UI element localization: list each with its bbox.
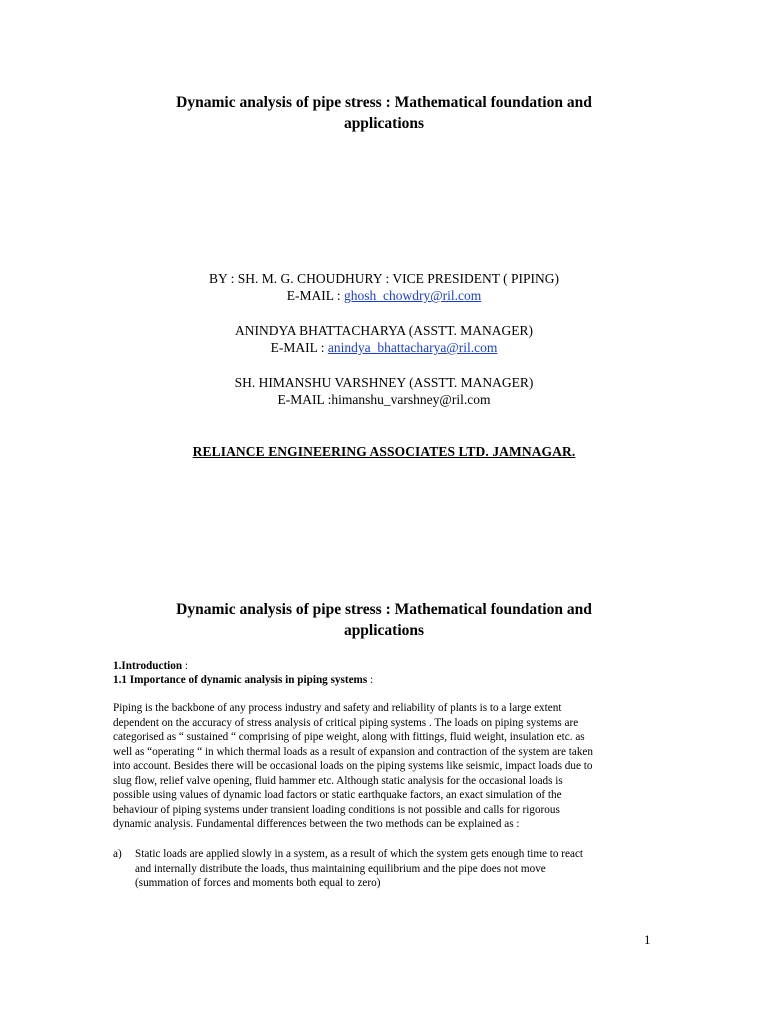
author-email-line	[0, 391, 768, 408]
email-label: E-MAIL :	[270, 340, 328, 355]
list-item-a	[113, 847, 673, 891]
section-heading-text: 1.1 Importance of dynamic analysis in piping systems	[113, 674, 368, 686]
author-block-3	[0, 374, 768, 408]
author-email-text: himanshu_varshney@ril.com	[331, 392, 491, 407]
section-heading-suffix: :	[182, 660, 189, 672]
body-title-line2: applications	[343, 622, 425, 639]
author-email-line	[0, 287, 768, 304]
author-email-line	[0, 339, 768, 356]
paragraph-line: dependent on the accuracy of stress analysis of critical piping systems . The loads on piping systems are	[113, 716, 579, 729]
cover-title-line1: Dynamic analysis of pipe stress : Mathematical foundation and	[176, 94, 592, 111]
paragraph-line: dynamic analysis. Fundamental differences between the two methods can be explained as :	[113, 818, 520, 830]
author-email-link[interactable]: anindya_bhattacharya@ril.com	[327, 340, 498, 355]
list-item-line: and internally distribute the loads, thus maintaining equilibrium and the pipe does not move	[135, 862, 546, 875]
intro-paragraph	[113, 701, 658, 832]
paragraph-line: Piping is the backbone of any process industry and safety and reliability of plants is to a large extent	[113, 702, 562, 714]
author-email-link[interactable]: ghosh_chowdry@ril.com	[343, 288, 482, 303]
body-title-line1: Dynamic analysis of pipe stress : Mathematical foundation and	[176, 601, 592, 618]
section-heading-1	[113, 659, 188, 673]
email-label: E-MAIL :	[286, 288, 344, 303]
author-block-1	[0, 270, 768, 304]
section-heading-1-1	[113, 673, 373, 687]
author-line: ANINDYA BHATTACHARYA (ASSTT. MANAGER)	[235, 323, 533, 338]
author-line: BY : SH. M. G. CHOUDHURY : VICE PRESIDENT ( PIPING)	[209, 271, 559, 286]
author-line: SH. HIMANSHU VARSHNEY (ASSTT. MANAGER)	[234, 375, 534, 390]
section-heading-text: 1.Introduction	[113, 660, 183, 672]
author-block-2	[0, 322, 768, 356]
section-heading-suffix: :	[367, 674, 374, 686]
paragraph-line: behaviour of piping systems under transient loading conditions is not possible and calls for rigorous	[113, 803, 560, 816]
list-item-line: (summation of forces and moments both equal to zero)	[135, 877, 381, 889]
list-marker: a)	[113, 848, 122, 860]
page-number: 1	[644, 932, 651, 947]
list-item-line: Static loads are applied slowly in a system, as a result of which the system gets enough time to react	[135, 848, 584, 860]
body-title	[0, 599, 768, 641]
paragraph-line: into account. Besides there will be occasional loads on the piping systems like seismic, impact loads due to	[113, 760, 593, 772]
cover-title	[0, 92, 768, 134]
email-label: E-MAIL :	[277, 392, 332, 407]
paragraph-line: categorised as “ sustained “ comprising of pipe weight, along with fittings, fluid weight, insulation etc. as	[113, 731, 585, 743]
company-name: RELIANCE ENGINEERING ASSOCIATES LTD. JAMNAGAR.	[192, 444, 576, 459]
paragraph-line: slug flow, relief valve opening, fluid hammer etc. Although static analysis for the occasional loads is	[113, 774, 563, 787]
paragraph-line: well as “operating “ in which thermal loads as a result of expansion and contraction of the system are taken	[113, 745, 593, 758]
paragraph-line: possible using values of dynamic load factors or static earthquake factors, an exact simulation of the	[113, 789, 562, 801]
cover-title-line2: applications	[343, 115, 425, 132]
